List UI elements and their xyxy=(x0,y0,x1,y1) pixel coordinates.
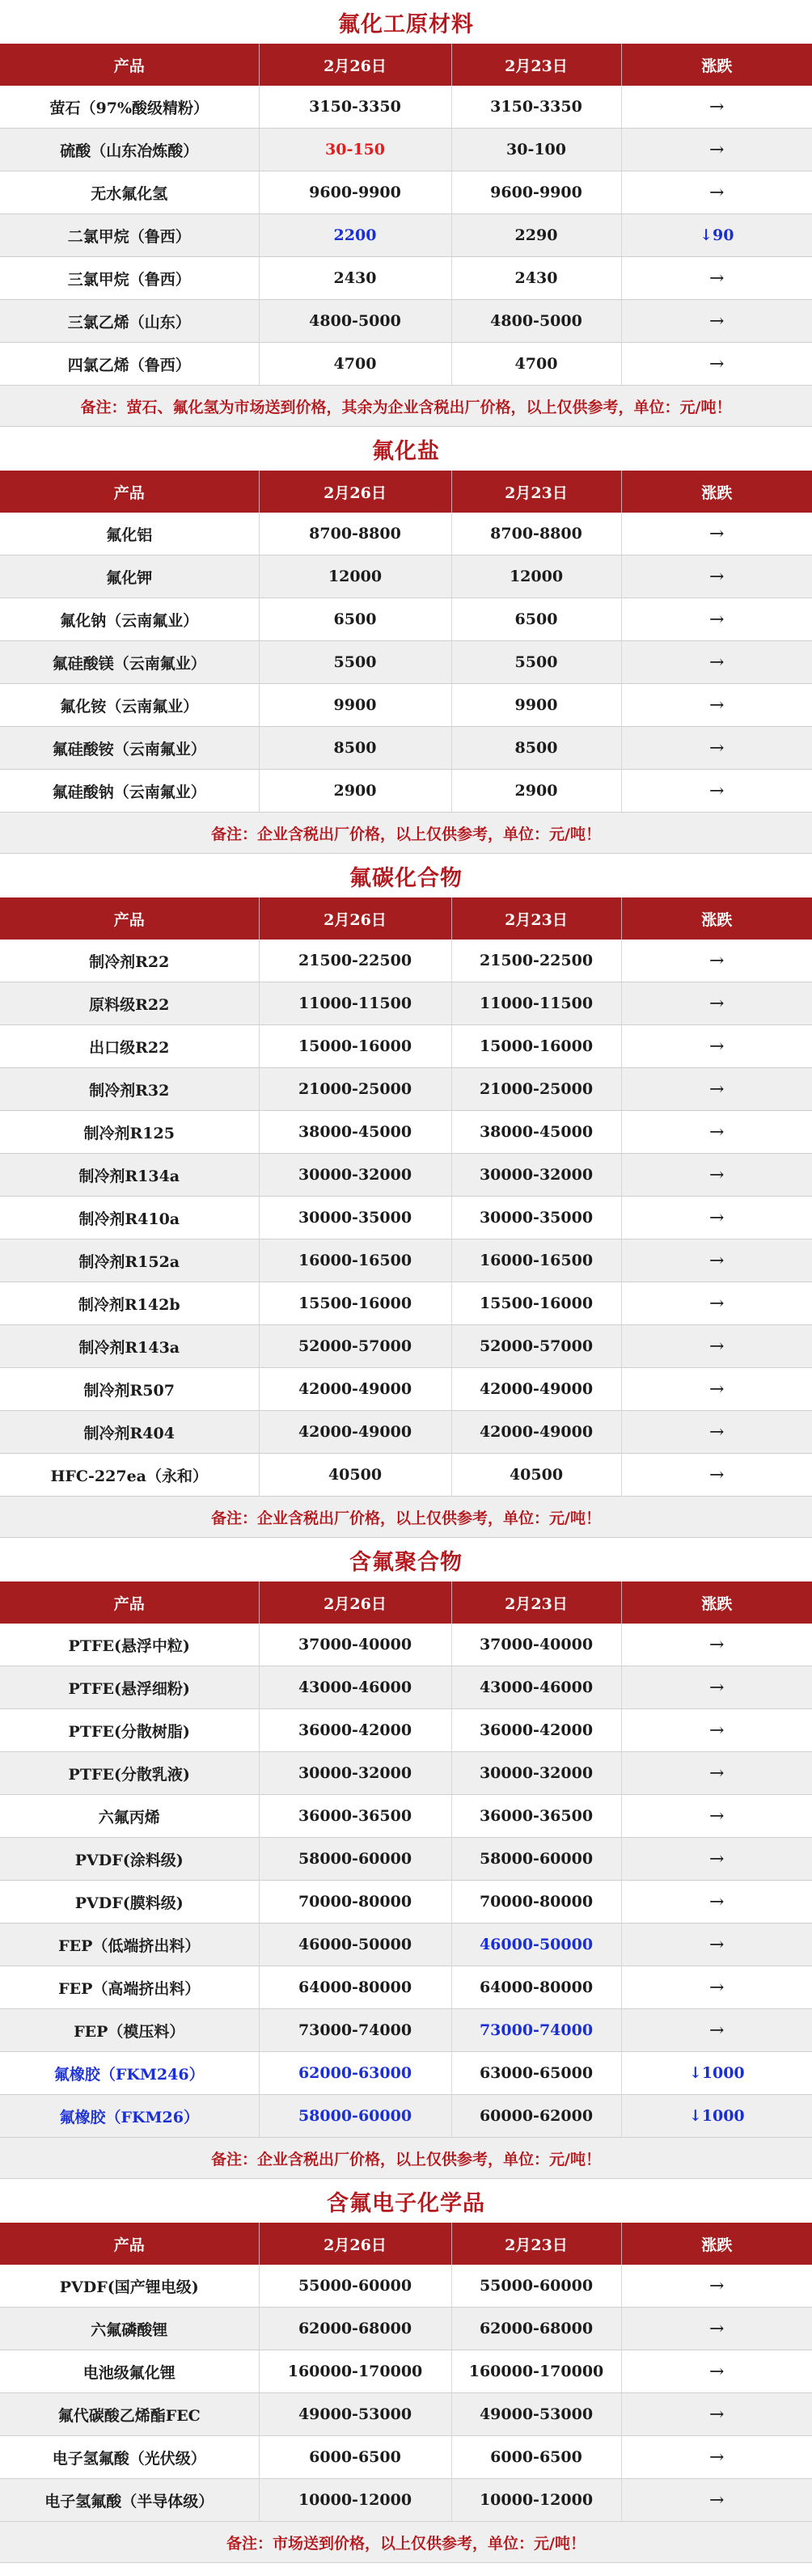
product-name: 氟化钾 xyxy=(0,555,259,598)
table-row xyxy=(0,214,812,257)
price-date-1: 70000-80000 xyxy=(259,1881,451,1924)
price-date-2: 15000-16000 xyxy=(451,1025,621,1068)
price-date-1: 30-150 xyxy=(259,129,451,171)
change-value: → xyxy=(621,1624,812,1666)
price-date-2: 37000-40000 xyxy=(451,1624,621,1666)
change-value: ↓1000 xyxy=(621,2052,812,2095)
section-fluoride-salts xyxy=(0,427,812,854)
table-row xyxy=(0,1881,812,1924)
table-row xyxy=(0,1454,812,1497)
change-value: → xyxy=(621,129,812,171)
price-date-1: 2900 xyxy=(259,770,451,813)
product-name: 六氟丙烯 xyxy=(0,1795,259,1838)
product-name: 氟化铝 xyxy=(0,513,259,555)
product-name: 硫酸（山东冶炼酸） xyxy=(0,129,259,171)
price-date-2: 30000-32000 xyxy=(451,1752,621,1795)
table-header-row xyxy=(0,44,812,86)
change-value: → xyxy=(621,1154,812,1197)
table-row xyxy=(0,2265,812,2308)
product-name: 氟橡胶（FKM246） xyxy=(0,2052,259,2095)
section-title: 氟碳化合物 xyxy=(349,865,463,891)
price-date-2: 63000-65000 xyxy=(451,2052,621,2095)
change-value: → xyxy=(621,2436,812,2479)
table-row xyxy=(0,940,812,982)
price-date-1: 38000-45000 xyxy=(259,1111,451,1154)
table-row xyxy=(0,1368,812,1411)
product-name: FEP（高端挤出料） xyxy=(0,1966,259,2009)
price-date-1: 58000-60000 xyxy=(259,1838,451,1881)
section-note: 备注：企业含税出厂价格，以上仅供参考，单位：元/吨！ xyxy=(0,813,812,854)
product-name: 制冷剂R22 xyxy=(0,940,259,982)
price-date-1: 49000-53000 xyxy=(259,2393,451,2436)
change-value: → xyxy=(621,1197,812,1239)
section-fluoropolymers xyxy=(0,1538,812,2179)
price-date-2: 9900 xyxy=(451,684,621,727)
change-value: → xyxy=(621,2009,812,2052)
product-name: 电池级氟化锂 xyxy=(0,2350,259,2393)
product-name: 无水氟化氢 xyxy=(0,171,259,214)
table-row xyxy=(0,1068,812,1111)
product-name: 六氟磷酸锂 xyxy=(0,2308,259,2350)
product-name: 四氯乙烯（鲁西） xyxy=(0,343,259,386)
price-date-2: 8500 xyxy=(451,727,621,770)
table-row xyxy=(0,641,812,684)
product-name: 制冷剂R410a xyxy=(0,1197,259,1239)
table-row xyxy=(0,598,812,641)
table-header-row xyxy=(0,2223,812,2265)
price-table xyxy=(0,2223,812,2522)
header-product: 产品 xyxy=(0,897,259,940)
header-date-2: 2月23日 xyxy=(451,2223,621,2265)
header-date-1: 2月26日 xyxy=(259,471,451,513)
price-date-1: 58000-60000 xyxy=(259,2095,451,2138)
change-value: → xyxy=(621,1325,812,1368)
price-date-2: 42000-49000 xyxy=(451,1368,621,1411)
price-date-1: 4700 xyxy=(259,343,451,386)
price-date-2: 5500 xyxy=(451,641,621,684)
change-value: → xyxy=(621,2479,812,2522)
change-value: → xyxy=(621,171,812,214)
price-date-1: 73000-74000 xyxy=(259,2009,451,2052)
price-date-1: 43000-46000 xyxy=(259,1666,451,1709)
price-date-2: 58000-60000 xyxy=(451,1838,621,1881)
table-row xyxy=(0,1154,812,1197)
price-date-2: 62000-68000 xyxy=(451,2308,621,2350)
price-date-1: 55000-60000 xyxy=(259,2265,451,2308)
price-date-1: 10000-12000 xyxy=(259,2479,451,2522)
section-electronic-chemicals xyxy=(0,2179,812,2563)
change-value: → xyxy=(621,1068,812,1111)
product-name: PVDF(国产锂电级) xyxy=(0,2265,259,2308)
price-date-2: 40500 xyxy=(451,1454,621,1497)
product-name: PTFE(分散树脂) xyxy=(0,1709,259,1752)
price-date-2: 73000-74000 xyxy=(451,2009,621,2052)
price-date-1: 8700-8800 xyxy=(259,513,451,555)
table-header-row xyxy=(0,1581,812,1624)
product-name: 三氯乙烯（山东） xyxy=(0,300,259,343)
section-raw-materials xyxy=(0,0,812,427)
product-name: 氟代碳酸乙烯酯FEC xyxy=(0,2393,259,2436)
price-date-1: 8500 xyxy=(259,727,451,770)
price-date-2: 2900 xyxy=(451,770,621,813)
table-row xyxy=(0,343,812,386)
change-value: → xyxy=(621,1709,812,1752)
price-date-2: 21500-22500 xyxy=(451,940,621,982)
table-row xyxy=(0,1411,812,1454)
table-row xyxy=(0,2095,812,2138)
table-row xyxy=(0,1752,812,1795)
price-date-1: 30000-35000 xyxy=(259,1197,451,1239)
change-value: → xyxy=(621,1924,812,1966)
header-product: 产品 xyxy=(0,471,259,513)
price-date-2: 15500-16000 xyxy=(451,1282,621,1325)
price-date-2: 49000-53000 xyxy=(451,2393,621,2436)
price-table xyxy=(0,44,812,386)
section-title: 含氟电子化学品 xyxy=(327,2190,485,2216)
price-date-1: 11000-11500 xyxy=(259,982,451,1025)
section-fluorocarbons xyxy=(0,854,812,1538)
change-value: → xyxy=(621,1838,812,1881)
change-value: → xyxy=(621,2350,812,2393)
price-date-1: 4800-5000 xyxy=(259,300,451,343)
section-title: 含氟聚合物 xyxy=(349,1549,463,1575)
change-value: → xyxy=(621,1282,812,1325)
price-date-1: 52000-57000 xyxy=(259,1325,451,1368)
price-date-2: 30000-35000 xyxy=(451,1197,621,1239)
product-name: 制冷剂R142b xyxy=(0,1282,259,1325)
product-name: PVDF(膜料级) xyxy=(0,1881,259,1924)
price-date-2: 4800-5000 xyxy=(451,300,621,343)
price-date-2: 2430 xyxy=(451,257,621,300)
price-date-2: 43000-46000 xyxy=(451,1666,621,1709)
table-row xyxy=(0,2308,812,2350)
price-date-1: 3150-3350 xyxy=(259,86,451,129)
change-value: → xyxy=(621,982,812,1025)
header-change: 涨跌 xyxy=(621,897,812,940)
price-date-1: 16000-16500 xyxy=(259,1239,451,1282)
price-date-1: 36000-42000 xyxy=(259,1709,451,1752)
change-value: → xyxy=(621,1239,812,1282)
product-name: 电子氢氟酸（半导体级） xyxy=(0,2479,259,2522)
product-name: PTFE(悬浮细粉) xyxy=(0,1666,259,1709)
table-row xyxy=(0,129,812,171)
price-date-1: 46000-50000 xyxy=(259,1924,451,1966)
section-note: 备注：萤石、氟化氢为市场送到价格，其余为企业含税出厂价格，以上仅供参考，单位：元/吨！ xyxy=(0,386,812,427)
price-date-1: 15000-16000 xyxy=(259,1025,451,1068)
price-date-2: 36000-42000 xyxy=(451,1709,621,1752)
table-row xyxy=(0,982,812,1025)
price-date-1: 64000-80000 xyxy=(259,1966,451,2009)
price-table xyxy=(0,897,812,1497)
header-date-1: 2月26日 xyxy=(259,44,451,86)
price-date-1: 42000-49000 xyxy=(259,1368,451,1411)
change-value: → xyxy=(621,257,812,300)
product-name: HFC-227ea（永和） xyxy=(0,1454,259,1497)
change-value: → xyxy=(621,300,812,343)
header-date-2: 2月23日 xyxy=(451,1581,621,1624)
product-name: 制冷剂R507 xyxy=(0,1368,259,1411)
price-date-2: 2290 xyxy=(451,214,621,257)
price-date-2: 36000-36500 xyxy=(451,1795,621,1838)
product-name: 氟橡胶（FKM26） xyxy=(0,2095,259,2138)
table-row xyxy=(0,727,812,770)
table-row xyxy=(0,171,812,214)
price-date-1: 42000-49000 xyxy=(259,1411,451,1454)
price-table xyxy=(0,1581,812,2138)
product-name: 制冷剂R152a xyxy=(0,1239,259,1282)
product-name: 制冷剂R32 xyxy=(0,1068,259,1111)
change-value: → xyxy=(621,598,812,641)
section-note: 备注：企业含税出厂价格，以上仅供参考，单位：元/吨！ xyxy=(0,1497,812,1538)
price-date-1: 2200 xyxy=(259,214,451,257)
table-row xyxy=(0,1795,812,1838)
table-row xyxy=(0,1197,812,1239)
table-row xyxy=(0,2052,812,2095)
header-date-1: 2月26日 xyxy=(259,897,451,940)
table-row xyxy=(0,2009,812,2052)
header-product: 产品 xyxy=(0,44,259,86)
table-row xyxy=(0,2350,812,2393)
change-value: → xyxy=(621,684,812,727)
price-date-2: 4700 xyxy=(451,343,621,386)
price-date-2: 38000-45000 xyxy=(451,1111,621,1154)
section-title: 氟化盐 xyxy=(372,438,440,464)
table-row xyxy=(0,1924,812,1966)
price-date-2: 21000-25000 xyxy=(451,1068,621,1111)
price-date-2: 70000-80000 xyxy=(451,1881,621,1924)
header-product: 产品 xyxy=(0,2223,259,2265)
change-value: → xyxy=(621,2265,812,2308)
header-date-2: 2月23日 xyxy=(451,897,621,940)
change-value: → xyxy=(621,1666,812,1709)
table-row xyxy=(0,1838,812,1881)
product-name: 氟硅酸镁（云南氟业） xyxy=(0,641,259,684)
price-date-2: 46000-50000 xyxy=(451,1924,621,1966)
product-name: 电子氢氟酸（光伏级） xyxy=(0,2436,259,2479)
change-value: → xyxy=(621,86,812,129)
price-date-1: 9900 xyxy=(259,684,451,727)
price-date-2: 3150-3350 xyxy=(451,86,621,129)
table-row xyxy=(0,300,812,343)
table-row xyxy=(0,2393,812,2436)
change-value: → xyxy=(621,1795,812,1838)
product-name: FEP（模压料） xyxy=(0,2009,259,2052)
table-header-row xyxy=(0,471,812,513)
change-value: → xyxy=(621,727,812,770)
price-date-1: 21500-22500 xyxy=(259,940,451,982)
product-name: PTFE(分散乳液) xyxy=(0,1752,259,1795)
price-date-1: 160000-170000 xyxy=(259,2350,451,2393)
price-date-1: 6000-6500 xyxy=(259,2436,451,2479)
price-date-1: 15500-16000 xyxy=(259,1282,451,1325)
product-name: 二氯甲烷（鲁西） xyxy=(0,214,259,257)
price-date-1: 30000-32000 xyxy=(259,1154,451,1197)
price-date-1: 9600-9900 xyxy=(259,171,451,214)
table-row xyxy=(0,1666,812,1709)
product-name: FEP（低端挤出料） xyxy=(0,1924,259,1966)
price-date-2: 30-100 xyxy=(451,129,621,171)
product-name: 制冷剂R125 xyxy=(0,1111,259,1154)
price-date-1: 21000-25000 xyxy=(259,1068,451,1111)
price-date-2: 11000-11500 xyxy=(451,982,621,1025)
change-value: → xyxy=(621,513,812,555)
table-row xyxy=(0,257,812,300)
change-value: → xyxy=(621,1368,812,1411)
price-date-2: 6000-6500 xyxy=(451,2436,621,2479)
price-date-2: 42000-49000 xyxy=(451,1411,621,1454)
price-date-2: 30000-32000 xyxy=(451,1154,621,1197)
price-date-2: 64000-80000 xyxy=(451,1966,621,2009)
price-date-1: 30000-32000 xyxy=(259,1752,451,1795)
price-date-2: 8700-8800 xyxy=(451,513,621,555)
table-row xyxy=(0,684,812,727)
product-name: 出口级R22 xyxy=(0,1025,259,1068)
price-date-2: 55000-60000 xyxy=(451,2265,621,2308)
product-name: 萤石（97%酸级精粉） xyxy=(0,86,259,129)
header-change: 涨跌 xyxy=(621,1581,812,1624)
table-row xyxy=(0,1025,812,1068)
product-name: PVDF(涂料级) xyxy=(0,1838,259,1881)
product-name: 氟化铵（云南氟业） xyxy=(0,684,259,727)
table-row xyxy=(0,1624,812,1666)
price-date-1: 6500 xyxy=(259,598,451,641)
change-value: → xyxy=(621,1454,812,1497)
header-product: 产品 xyxy=(0,1581,259,1624)
price-date-2: 12000 xyxy=(451,555,621,598)
price-date-2: 60000-62000 xyxy=(451,2095,621,2138)
product-name: 制冷剂R404 xyxy=(0,1411,259,1454)
table-row xyxy=(0,1325,812,1368)
price-date-1: 37000-40000 xyxy=(259,1624,451,1666)
change-value: → xyxy=(621,2308,812,2350)
header-change: 涨跌 xyxy=(621,471,812,513)
price-date-1: 62000-63000 xyxy=(259,2052,451,2095)
table-row xyxy=(0,2436,812,2479)
table-row xyxy=(0,1239,812,1282)
section-note: 备注：企业含税出厂价格，以上仅供参考，单位：元/吨！ xyxy=(0,2138,812,2179)
table-row xyxy=(0,1111,812,1154)
table-row xyxy=(0,770,812,813)
header-change: 涨跌 xyxy=(621,2223,812,2265)
change-value: → xyxy=(621,1111,812,1154)
price-date-2: 10000-12000 xyxy=(451,2479,621,2522)
price-date-1: 12000 xyxy=(259,555,451,598)
product-name: 氟硅酸钠（云南氟业） xyxy=(0,770,259,813)
change-value: → xyxy=(621,770,812,813)
section-title: 氟化工原材料 xyxy=(338,11,474,37)
table-row xyxy=(0,1282,812,1325)
product-name: 制冷剂R134a xyxy=(0,1154,259,1197)
change-value: → xyxy=(621,1881,812,1924)
table-row xyxy=(0,1709,812,1752)
header-date-1: 2月26日 xyxy=(259,1581,451,1624)
price-date-1: 5500 xyxy=(259,641,451,684)
product-name: 氟化钠（云南氟业） xyxy=(0,598,259,641)
section-note: 备注：市场送到价格，以上仅供参考，单位：元/吨！ xyxy=(0,2522,812,2563)
change-value: → xyxy=(621,1025,812,1068)
table-header-row xyxy=(0,897,812,940)
price-date-1: 36000-36500 xyxy=(259,1795,451,1838)
change-value: → xyxy=(621,1966,812,2009)
price-date-2: 52000-57000 xyxy=(451,1325,621,1368)
product-name: 制冷剂R143a xyxy=(0,1325,259,1368)
table-row xyxy=(0,86,812,129)
product-name: 原料级R22 xyxy=(0,982,259,1025)
change-value: → xyxy=(621,940,812,982)
price-date-1: 2430 xyxy=(259,257,451,300)
header-date-2: 2月23日 xyxy=(451,471,621,513)
change-value: ↓1000 xyxy=(621,2095,812,2138)
price-table xyxy=(0,471,812,813)
price-date-2: 6500 xyxy=(451,598,621,641)
table-row xyxy=(0,2479,812,2522)
table-row xyxy=(0,1966,812,2009)
change-value: → xyxy=(621,1411,812,1454)
price-date-1: 40500 xyxy=(259,1454,451,1497)
change-value: → xyxy=(621,2393,812,2436)
change-value: → xyxy=(621,641,812,684)
table-row xyxy=(0,555,812,598)
table-row xyxy=(0,513,812,555)
price-date-2: 9600-9900 xyxy=(451,171,621,214)
change-value: → xyxy=(621,343,812,386)
price-date-2: 16000-16500 xyxy=(451,1239,621,1282)
price-date-2: 160000-170000 xyxy=(451,2350,621,2393)
product-name: 三氯甲烷（鲁西） xyxy=(0,257,259,300)
price-date-1: 62000-68000 xyxy=(259,2308,451,2350)
header-date-1: 2月26日 xyxy=(259,2223,451,2265)
header-change: 涨跌 xyxy=(621,44,812,86)
product-name: PTFE(悬浮中粒) xyxy=(0,1624,259,1666)
product-name: 氟硅酸铵（云南氟业） xyxy=(0,727,259,770)
change-value: ↓90 xyxy=(621,214,812,257)
change-value: → xyxy=(621,555,812,598)
header-date-2: 2月23日 xyxy=(451,44,621,86)
change-value: → xyxy=(621,1752,812,1795)
